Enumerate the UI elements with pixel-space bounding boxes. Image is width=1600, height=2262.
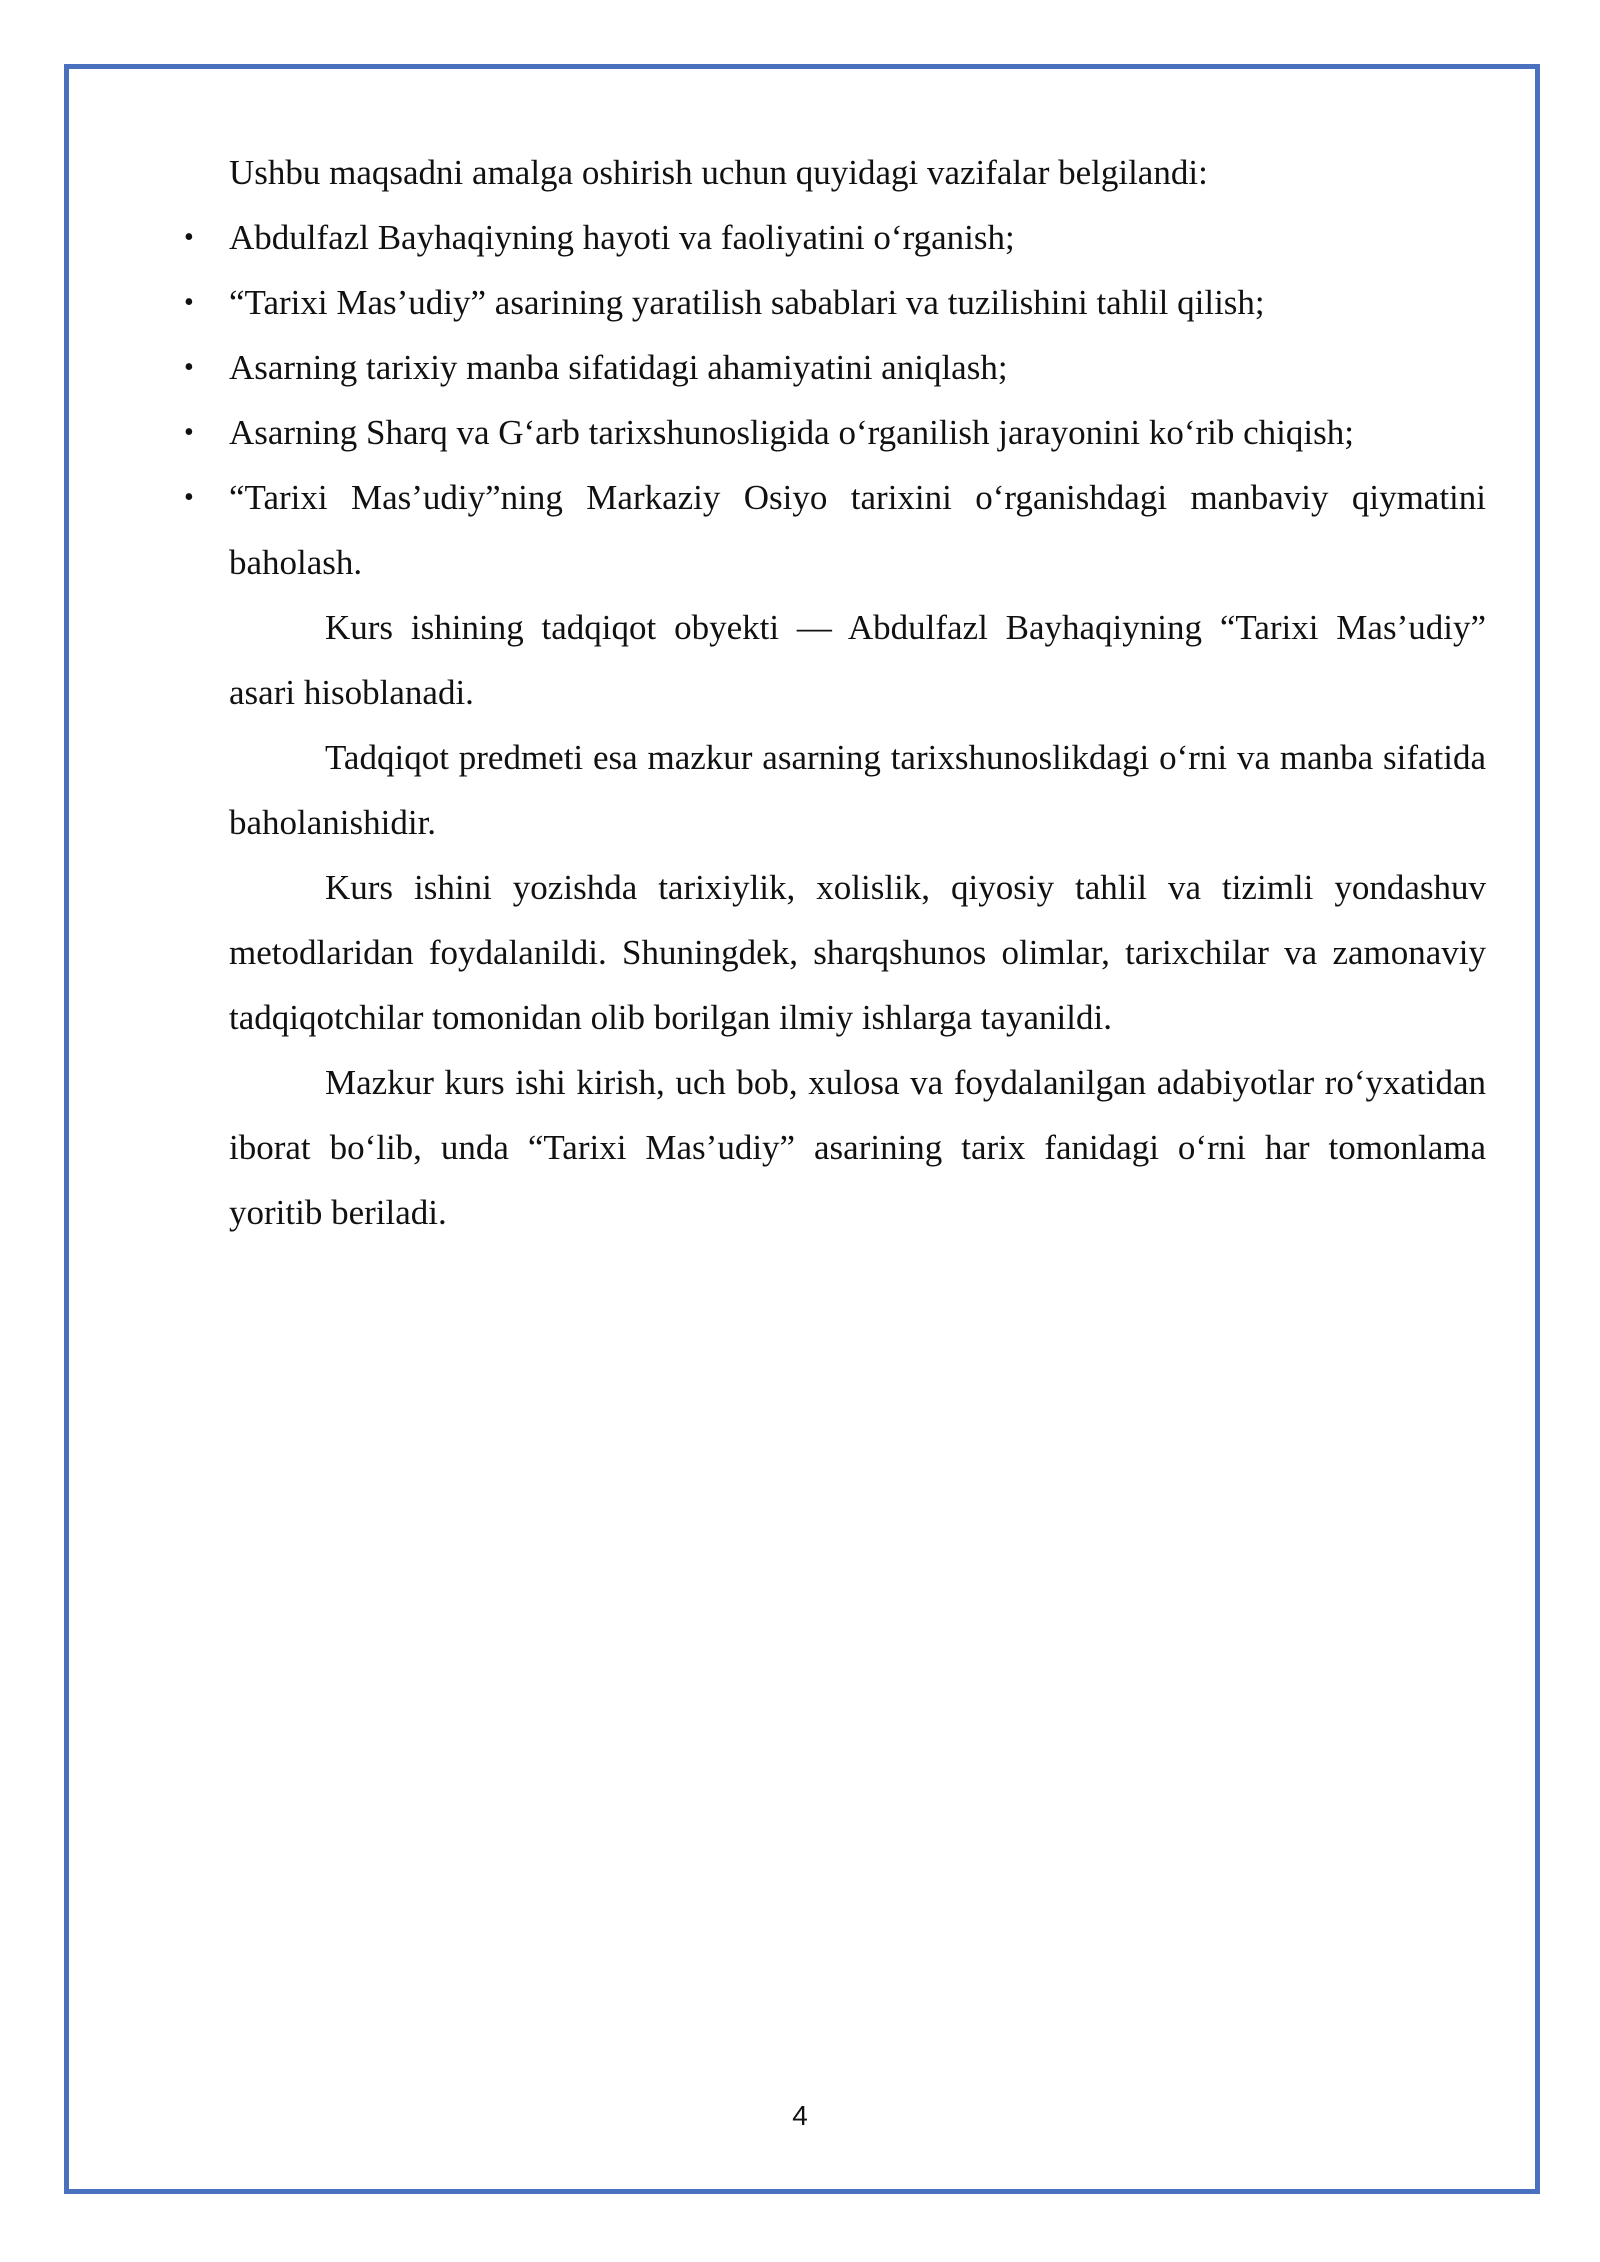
list-item-text: Asarning tarixiy manba sifatidagi ahamiyatini aniqlash; [229, 348, 1008, 387]
document-body [184, 140, 1486, 1245]
list-item [184, 270, 1486, 335]
list-item-text: Abdulfazl Bayhaqiyning hayoti va faoliyatini o‘rganish; [229, 218, 1015, 257]
list-item [184, 205, 1486, 270]
tasks-intro: Ushbu maqsadni amalga oshirish uchun quyidagi vazifalar belgilandi: [229, 153, 1208, 192]
paragraph-research-subject: Tadqiqot predmeti esa mazkur asarning tarixshunoslikdagi o‘rni va manba sifatida baholanishidir. [229, 738, 1486, 842]
bullet-icon: • [184, 417, 194, 448]
paragraph-methods: Kurs ishini yozishda tarixiylik, xolislik, qiyosiy tahlil va tizimli yondashuv metodlaridan foydalanildi. Shuningdek, sharqshunos olimlar, tarixchilar va zamonaviy tadqiqotchilar tomonidan olib borilgan ilmiy ishlarga tayanildi. [229, 868, 1486, 1037]
list-item-text: “Tarixi Mas’udiy”ning Markaziy Osiyo tarixini o‘rganishdagi manbaviy qiymatini baholash. [229, 478, 1486, 582]
bullet-icon: • [184, 352, 194, 383]
bullet-icon: • [184, 287, 194, 318]
paragraph-structure: Mazkur kurs ishi kirish, uch bob, xulosa va foydalanilgan adabiyotlar ro‘yxatidan iborat bo‘lib, unda “Tarixi Mas’udiy” asarining tarix fanidagi o‘rni har tomonlama yoritib beriladi. [229, 1063, 1486, 1232]
bullet-icon: • [184, 222, 194, 253]
page-number: 4 [792, 2100, 808, 2131]
list-item-text: Asarning Sharq va G‘arb tarixshunosligida o‘rganilish jarayonini ko‘rib chiqish; [229, 413, 1354, 452]
list-item-text: “Tarixi Mas’udiy” asarining yaratilish sabablari va tuzilishini tahlil qilish; [229, 283, 1265, 322]
list-item [184, 335, 1486, 400]
tasks-list [184, 205, 1486, 595]
list-item [184, 400, 1486, 465]
paragraph-research-object: Kurs ishining tadqiqot obyekti — Abdulfazl Bayhaqiyning “Tarixi Mas’udiy” asari hisoblanadi. [229, 608, 1486, 712]
bullet-icon: • [184, 482, 194, 513]
list-item [184, 465, 1486, 595]
